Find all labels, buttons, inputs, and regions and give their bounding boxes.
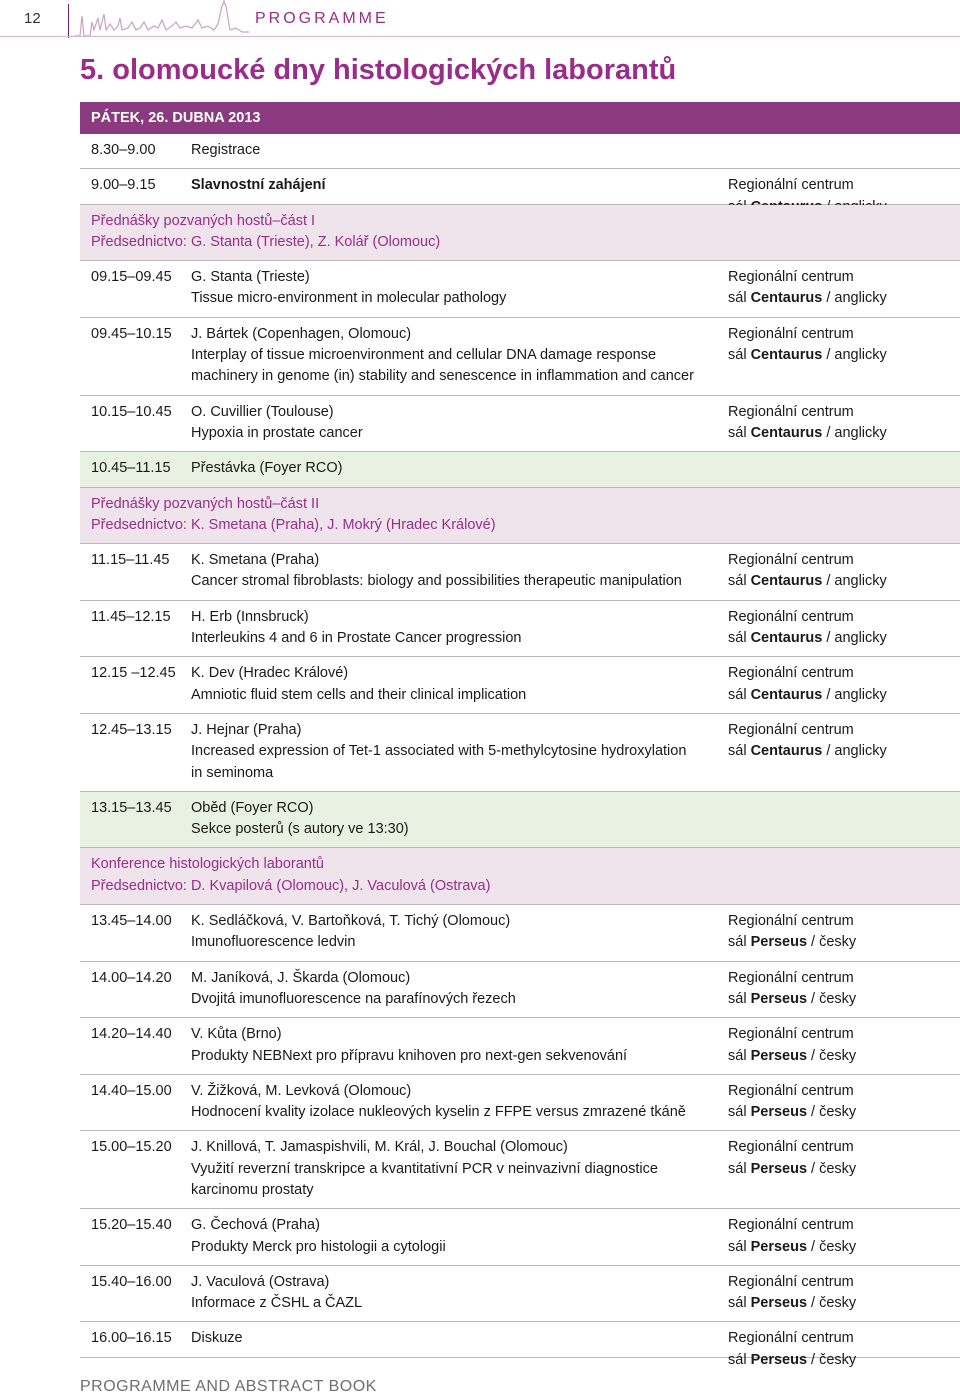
talk-details (191, 1081, 721, 1124)
time-slot: 13.45–14.00 (91, 913, 172, 930)
venue (728, 267, 960, 310)
hall-name: Centaurus (750, 743, 823, 760)
hall-prefix: sál (728, 1160, 751, 1177)
programme-row (80, 601, 960, 658)
venue-hall (728, 423, 960, 444)
header-rule (0, 36, 960, 37)
talk-title-line: Využití reverzní transkripce a kvantitativní PCR v neinvazivní diagnostice (191, 1160, 658, 1177)
venue-hall (728, 989, 960, 1010)
talk-details (191, 402, 721, 445)
session-title (80, 494, 960, 537)
time-slot: 8.30–9.00 (91, 142, 156, 158)
talk-title-line: Dvojitá imunofluorescence na parafínových řezech (191, 990, 516, 1007)
page-title: 5. olomoucké dny histologických laborantů (80, 54, 677, 86)
talk-details (191, 175, 721, 196)
programme-row (80, 1131, 960, 1209)
venue-building: Regionální centrum (728, 177, 854, 194)
day-bar: PÁTEK, 26. DUBNA 2013 (80, 102, 960, 134)
talk-details (191, 968, 721, 1011)
talk-speaker: O. Cuvillier (Toulouse) (191, 403, 334, 420)
venue-hall (728, 1350, 960, 1371)
venue (728, 663, 960, 706)
hall-language: / česky (807, 1104, 857, 1121)
session-header (80, 488, 960, 545)
talk-title-line: Hypoxia in prostate cancer (191, 424, 363, 441)
session-line: Konference histologických laborantů (91, 856, 324, 873)
hall-prefix: sál (728, 1047, 751, 1064)
time-slot: 10.15–10.45 (91, 403, 172, 420)
hall-prefix: sál (728, 347, 751, 364)
talk-speaker: H. Erb (Innsbruck) (191, 608, 309, 625)
hall-language: / česky (807, 1047, 857, 1064)
hall-prefix: sál (728, 1295, 751, 1312)
venue (728, 550, 960, 593)
hall-prefix: sál (728, 934, 751, 951)
time-slot: 12.45–13.15 (91, 721, 172, 738)
hall-language: / česky (807, 1295, 857, 1312)
page-header (0, 0, 960, 42)
time-slot: 16.00–16.15 (91, 1330, 172, 1347)
venue-building: Regionální centrum (728, 1139, 854, 1156)
hall-prefix: sál (728, 290, 751, 307)
venue-hall (728, 1237, 960, 1258)
hall-prefix: sál (728, 743, 751, 760)
session-line: Předsednictvo: D. Kvapilová (Olomouc), J. Vaculová (Ostrava) (91, 877, 491, 894)
talk-title-line: Sekce posterů (s autory ve 13:30) (191, 821, 409, 838)
programme-row (80, 714, 960, 792)
talk-details (191, 140, 721, 161)
talk-speaker: J. Hejnar (Praha) (191, 721, 302, 738)
hall-name: Perseus (750, 1295, 808, 1312)
venue-building: Regionální centrum (728, 1082, 854, 1099)
venue-building: Regionální centrum (728, 552, 854, 569)
venue-hall (728, 1046, 960, 1067)
hall-name: Centaurus (750, 686, 823, 703)
venue-hall (728, 741, 960, 762)
talk-speaker: Přestávka (Foyer RCO) (191, 460, 343, 477)
time-slot: 9.00–9.15 (91, 177, 156, 194)
talk-speaker: V. Žižková, M. Levková (Olomouc) (191, 1082, 412, 1099)
talk-details (191, 663, 721, 706)
talk-details (191, 324, 721, 388)
talk-speaker: J. Bártek (Copenhagen, Olomouc) (191, 325, 412, 342)
venue (728, 1215, 960, 1258)
time-slot: 15.00–15.20 (91, 1139, 172, 1156)
venue (728, 911, 960, 954)
programme-row (80, 1209, 960, 1266)
venue-hall (728, 571, 960, 592)
hall-prefix: sál (728, 686, 751, 703)
talk-details (191, 911, 721, 954)
talk-details (191, 267, 721, 310)
hall-language: / česky (807, 990, 857, 1007)
venue (728, 968, 960, 1011)
hall-prefix: sál (728, 630, 751, 647)
session-title (80, 854, 960, 897)
venue-building: Regionální centrum (728, 269, 854, 286)
talk-title-line: Interleukins 4 and 6 in Prostate Cancer progression (191, 630, 522, 647)
time-slot: 09.15–09.45 (91, 269, 172, 286)
hall-language: / anglicky (822, 290, 887, 307)
talk-speaker: Slavnostní zahájení (191, 177, 326, 194)
venue-building: Regionální centrum (728, 608, 854, 625)
talk-details (191, 720, 721, 784)
talk-speaker: V. Kůta (Brno) (191, 1026, 282, 1043)
programme-row (80, 169, 960, 204)
venue (728, 607, 960, 650)
hall-name: Perseus (750, 1351, 808, 1368)
talk-title-line: Interplay of tissue microenvironment and cellular DNA damage response (191, 347, 657, 364)
time-slot: 09.45–10.15 (91, 325, 172, 342)
hall-name: Centaurus (750, 573, 823, 590)
venue-building: Regionální centrum (728, 1026, 854, 1043)
talk-title-line: machinery in genome (in) stability and senescence in inflammation and cancer (191, 368, 694, 385)
time-slot: 15.40–16.00 (91, 1273, 172, 1290)
venue-building: Regionální centrum (728, 969, 854, 986)
venue (728, 1272, 960, 1315)
venue (728, 720, 960, 763)
city-skyline-icon (74, 0, 249, 40)
programme-row (80, 544, 960, 601)
hall-prefix: sál (728, 1104, 751, 1121)
talk-speaker: G. Stanta (Trieste) (191, 269, 310, 286)
session-header (80, 205, 960, 262)
hall-language: / anglicky (822, 424, 887, 441)
footer-label: PROGRAMME AND ABSTRACT BOOK (80, 1378, 377, 1395)
programme-row (80, 396, 960, 453)
hall-language: / anglicky (822, 686, 887, 703)
hall-name: Centaurus (750, 424, 823, 441)
venue-hall (728, 288, 960, 309)
hall-name: Centaurus (750, 290, 823, 307)
talk-details (191, 550, 721, 593)
venue-building: Regionální centrum (728, 721, 854, 738)
hall-language: / anglicky (822, 573, 887, 590)
talk-title-line: karcinomu prostaty (191, 1181, 314, 1198)
time-slot: 11.15–11.45 (91, 552, 170, 569)
hall-language: / anglicky (822, 630, 887, 647)
section-label: PROGRAMME (255, 10, 389, 27)
hall-name: Centaurus (750, 630, 823, 647)
venue-building: Regionální centrum (728, 1330, 854, 1347)
venue-building: Regionální centrum (728, 1273, 854, 1290)
talk-details (191, 1137, 721, 1201)
time-slot: 12.15 –12.45 (91, 665, 176, 682)
programme-row (80, 452, 960, 487)
venue (728, 1328, 960, 1371)
talk-details (191, 607, 721, 650)
time-slot: 10.45–11.15 (91, 460, 171, 477)
session-line: Přednášky pozvaných hostů–část II (91, 495, 320, 512)
talk-speaker: Oběd (Foyer RCO) (191, 799, 314, 816)
hall-language: / česky (807, 1351, 857, 1368)
venue (728, 402, 960, 445)
talk-title-line: Tissue micro-environment in molecular pathology (191, 290, 507, 307)
talk-speaker: G. Čechová (Praha) (191, 1217, 320, 1234)
hall-prefix: sál (728, 1238, 751, 1255)
time-slot: 14.20–14.40 (91, 1026, 172, 1043)
time-slot: 14.40–15.00 (91, 1082, 172, 1099)
talk-details (191, 458, 721, 479)
session-line: Předsednictvo: G. Stanta (Trieste), Z. Kolář (Olomouc) (91, 233, 441, 250)
hall-name: Centaurus (750, 347, 823, 364)
hall-prefix: sál (728, 1351, 751, 1368)
programme-row (80, 134, 960, 169)
venue-building: Regionální centrum (728, 1217, 854, 1234)
venue-hall (728, 345, 960, 366)
programme-row (80, 792, 960, 849)
venue (728, 324, 960, 367)
hall-language: / anglicky (822, 743, 887, 760)
header-divider (68, 4, 69, 38)
talk-speaker: M. Janíková, J. Škarda (Olomouc) (191, 969, 411, 986)
venue-hall (728, 1293, 960, 1314)
talk-speaker: J. Knillová, T. Jamaspishvili, M. Král, J. Bouchal (Olomouc) (191, 1139, 568, 1156)
talk-title-line: Amniotic fluid stem cells and their clinical implication (191, 686, 527, 703)
venue-hall (728, 628, 960, 649)
venue (728, 1024, 960, 1067)
programme-row (80, 1266, 960, 1323)
talk-title-line: in seminoma (191, 764, 274, 781)
talk-title-line: Cancer stromal fibroblasts: biology and possibilities therapeutic manipulation (191, 573, 682, 590)
venue (728, 1081, 960, 1124)
talk-title-line: Increased expression of Tet-1 associated with 5-methylcytosine hydroxylation (191, 743, 687, 760)
venue-building: Regionální centrum (728, 403, 854, 420)
hall-name: Perseus (750, 1047, 808, 1064)
talk-speaker: Diskuze (191, 1330, 243, 1347)
talk-title-line: Produkty NEBNext pro přípravu knihoven pro next-gen sekvenování (191, 1047, 628, 1064)
venue-building: Regionální centrum (728, 665, 854, 682)
page-number: 12 (24, 10, 41, 27)
hall-name: Perseus (750, 1104, 808, 1121)
programme-row (80, 657, 960, 714)
hall-name: Perseus (750, 990, 808, 1007)
talk-details (191, 1272, 721, 1315)
talk-details (191, 798, 721, 841)
programme-row (80, 1322, 960, 1368)
programme-row (80, 905, 960, 962)
time-slot: 14.00–14.20 (91, 969, 172, 986)
venue (728, 1137, 960, 1180)
talk-title-line: Informace z ČSHL a ČAZL (191, 1295, 363, 1312)
time-slot: 15.20–15.40 (91, 1217, 172, 1234)
hall-name: Perseus (750, 1238, 808, 1255)
hall-prefix: sál (728, 573, 751, 590)
talk-speaker: K. Dev (Hradec Králové) (191, 665, 349, 682)
session-line: Předsednictvo: K. Smetana (Praha), J. Mokrý (Hradec Králové) (91, 516, 496, 533)
talk-title-line: Hodnocení kvality izolace nukleových kyselin z FFPE versus zmrazené tkáně (191, 1104, 686, 1121)
programme-list (80, 134, 960, 1368)
venue-hall (728, 1159, 960, 1180)
hall-language: / česky (807, 1238, 857, 1255)
talk-details (191, 1328, 721, 1349)
programme-row (80, 1075, 960, 1132)
hall-language: / anglicky (822, 347, 887, 364)
programme-row (80, 962, 960, 1019)
time-slot: 13.15–13.45 (91, 799, 172, 816)
hall-name: Perseus (750, 934, 808, 951)
talk-details (191, 1215, 721, 1258)
talk-speaker: J. Vaculová (Ostrava) (191, 1273, 330, 1290)
talk-speaker: Registrace (191, 142, 261, 158)
venue-hall (728, 685, 960, 706)
programme-row (80, 261, 960, 318)
programme-row (80, 318, 960, 396)
talk-speaker: K. Sedláčková, V. Bartoňková, T. Tichý (Olomouc) (191, 913, 511, 930)
programme-row (80, 1018, 960, 1075)
hall-name: Perseus (750, 1160, 808, 1177)
time-slot: 11.45–12.15 (91, 608, 171, 625)
venue-hall (728, 932, 960, 953)
talk-title-line: Produkty Merck pro histologii a cytologii (191, 1238, 446, 1255)
venue-building: Regionální centrum (728, 325, 854, 342)
venue-building: Regionální centrum (728, 913, 854, 930)
session-title (80, 211, 960, 254)
talk-title-line: Imunofluorescence ledvin (191, 934, 356, 951)
talk-speaker: K. Smetana (Praha) (191, 552, 320, 569)
hall-language: / česky (807, 934, 857, 951)
hall-prefix: sál (728, 424, 751, 441)
session-line: Přednášky pozvaných hostů–část I (91, 212, 316, 229)
talk-details (191, 1024, 721, 1067)
hall-prefix: sál (728, 990, 751, 1007)
hall-language: / česky (807, 1160, 857, 1177)
venue-hall (728, 1102, 960, 1123)
session-header (80, 848, 960, 905)
